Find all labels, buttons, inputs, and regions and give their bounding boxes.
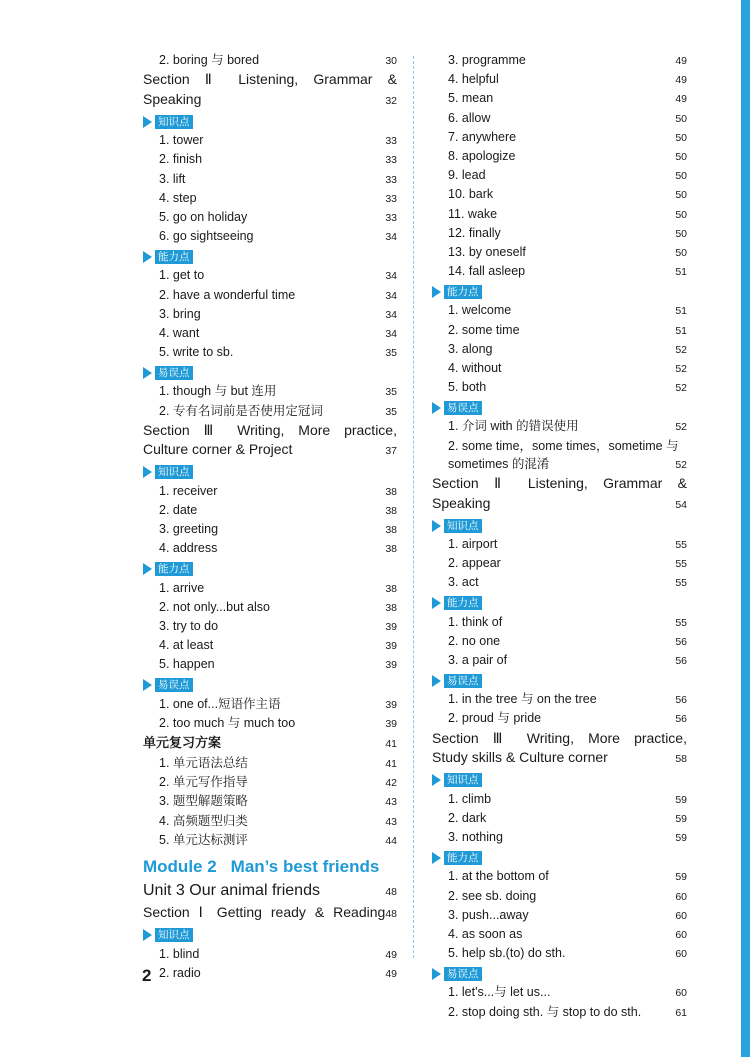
category-tag: [432, 399, 687, 416]
play-triangle-icon: [143, 563, 152, 575]
entry-label: 3. along: [448, 341, 493, 356]
entry-label: 4. helpful: [448, 72, 499, 87]
toc-entry[interactable]: [432, 709, 687, 728]
entry-page: 59: [675, 793, 687, 806]
entry-page: 39: [385, 621, 397, 634]
entry-label: 1. though 与 but 连用: [159, 384, 277, 399]
entry-page: 49: [385, 948, 397, 961]
toc-entry[interactable]: [432, 573, 687, 592]
entry-label: 3. bring: [159, 306, 201, 321]
entry-label: 2. see sb. doing: [448, 888, 537, 903]
section-heading[interactable]: [143, 440, 397, 462]
toc-entry[interactable]: [143, 714, 397, 733]
section-page: 37: [385, 445, 397, 458]
entry-page: 52: [675, 382, 687, 395]
toc-entry[interactable]: [432, 51, 687, 70]
entry-page: 49: [675, 93, 687, 106]
toc-entry[interactable]: [143, 792, 397, 811]
entry-page: 38: [385, 582, 397, 595]
entry-label: 12. finally: [448, 225, 501, 240]
entry-page: 56: [675, 635, 687, 648]
category-tag: [432, 965, 687, 982]
toc-entry[interactable]: [143, 812, 397, 831]
entry-page: 50: [675, 112, 687, 125]
category-tag: [143, 677, 397, 694]
toc-entry[interactable]: [143, 636, 397, 655]
module-heading[interactable]: [143, 854, 397, 880]
toc-entry[interactable]: [432, 535, 687, 554]
toc-entry[interactable]: [432, 185, 687, 204]
entry-page: 59: [675, 812, 687, 825]
section-page: 58: [675, 753, 687, 766]
toc-entry[interactable]: [143, 170, 397, 189]
entry-page: 33: [385, 212, 397, 225]
toc-entry[interactable]: [143, 754, 397, 773]
play-triangle-icon: [143, 929, 152, 941]
entry-label: 5. write to sb.: [159, 345, 234, 360]
category-tag: [432, 283, 687, 300]
toc-entry[interactable]: [143, 655, 397, 674]
toc-entry[interactable]: [432, 455, 687, 474]
toc-entry[interactable]: [432, 887, 687, 906]
section-title: Section Ⅱ Listening, Grammar &: [143, 71, 397, 88]
entry-label: 3. 题型解题策略: [159, 794, 248, 809]
entry-page: 34: [385, 270, 397, 283]
entry-page: 35: [385, 347, 397, 360]
category-tag: [143, 248, 397, 265]
play-triangle-icon: [432, 520, 441, 532]
entry-label: 14. fall asleep: [448, 264, 526, 279]
section-heading[interactable]: [143, 903, 397, 925]
entry-page: 33: [385, 192, 397, 205]
entry-label: 2. boring 与 bored: [159, 53, 260, 67]
toc-entry[interactable]: [143, 324, 397, 343]
entry-page: 35: [385, 386, 397, 399]
entry-page: 49: [675, 74, 687, 87]
unit-heading[interactable]: [143, 880, 397, 903]
category-tag-label: 知识点: [155, 928, 193, 942]
category-tag: [143, 113, 397, 130]
toc-entry[interactable]: [143, 382, 397, 401]
category-tag: [432, 772, 687, 789]
category-tag-label: 易误点: [155, 366, 193, 380]
play-triangle-icon: [432, 774, 441, 786]
toc-entry[interactable]: [432, 128, 687, 147]
entry-label: 2. radio: [159, 965, 201, 980]
chapter-heading[interactable]: [143, 733, 397, 754]
entry-page: 49: [385, 967, 397, 980]
play-triangle-icon: [432, 402, 441, 414]
unit-title: Unit 3 Our animal friends: [143, 882, 320, 900]
category-tag-label: 能力点: [155, 562, 193, 576]
entry-page: 42: [385, 777, 397, 790]
toc-entry[interactable]: [432, 417, 687, 436]
entry-page: 50: [675, 247, 687, 260]
section-heading[interactable]: [432, 474, 687, 494]
toc-entry[interactable]: [432, 224, 687, 243]
play-triangle-icon: [432, 286, 441, 298]
entry-page: 55: [675, 616, 687, 629]
play-triangle-icon: [432, 597, 441, 609]
entry-label: 2. appear: [448, 556, 501, 571]
entry-label: 1. arrive: [159, 580, 205, 595]
entry-page: 39: [385, 659, 397, 672]
entry-page: 33: [385, 154, 397, 167]
right-edge-bar: [741, 0, 750, 1057]
entry-label: 5. happen: [159, 657, 215, 672]
toc-entry[interactable]: [432, 867, 687, 886]
toc-entry[interactable]: [143, 695, 397, 714]
toc-entry[interactable]: [432, 690, 687, 709]
category-tag: [143, 927, 397, 944]
entry-label: 1. airport: [448, 537, 498, 552]
toc-entry[interactable]: [143, 831, 397, 850]
entry-page: 52: [675, 363, 687, 376]
page-number: 2: [142, 966, 152, 985]
entry-label: 1. tower: [159, 133, 204, 148]
entry-label: 4. without: [448, 361, 502, 376]
entry-label: 3. greeting: [159, 522, 219, 537]
entry-label: 5. help sb.(to) do sth.: [448, 946, 566, 961]
entry-label: 13. by oneself: [448, 245, 526, 260]
toc-entry[interactable]: [143, 482, 397, 501]
play-triangle-icon: [432, 968, 441, 980]
column-divider: [413, 56, 414, 958]
entry-page: 51: [675, 305, 687, 318]
entry-page: 61: [675, 1006, 687, 1019]
entry-page: 56: [675, 713, 687, 726]
entry-page: 60: [675, 928, 687, 941]
entry-page: 30: [385, 55, 397, 67]
entry-page: 34: [385, 328, 397, 341]
entry-page: 50: [675, 170, 687, 183]
unit-page: 48: [385, 886, 397, 899]
entry-label: 1. climb: [448, 791, 492, 806]
toc-entry[interactable]: [143, 51, 397, 70]
toc-entry[interactable]: [432, 790, 687, 809]
category-tag: [432, 672, 687, 689]
category-tag: [143, 561, 397, 578]
entry-label: 1. 单元语法总结: [159, 756, 248, 771]
entry-label: 1. receiver: [159, 483, 218, 498]
section-heading[interactable]: [432, 494, 687, 516]
toc-entry[interactable]: [143, 773, 397, 792]
module-number: Module 2: [143, 857, 217, 877]
toc-entry[interactable]: [432, 554, 687, 573]
play-triangle-icon: [143, 679, 152, 691]
category-tag-label: 易误点: [155, 678, 193, 692]
toc-entry[interactable]: [143, 305, 397, 324]
category-tag-label: 易误点: [444, 401, 482, 415]
entry-label: 1. in the tree 与 on the tree: [448, 692, 597, 707]
entry-label: 9. lead: [448, 168, 486, 183]
play-triangle-icon: [143, 251, 152, 263]
toc-right-column: [432, 51, 687, 1022]
chapter-title: 单元复习方案: [143, 735, 222, 751]
entry-page: 34: [385, 231, 397, 244]
entry-label: 3. lift: [159, 171, 186, 186]
entry-label: 4. want: [159, 326, 200, 341]
entry-page: 38: [385, 524, 397, 537]
entry-page: 39: [385, 698, 397, 711]
toc-entry[interactable]: [432, 632, 687, 651]
entry-page: 43: [385, 815, 397, 828]
play-triangle-icon: [432, 675, 441, 687]
entry-page: 59: [675, 871, 687, 884]
category-tag-label: 知识点: [155, 115, 193, 129]
entry-label: 8. apologize: [448, 149, 516, 164]
entry-page: 51: [675, 266, 687, 279]
entry-label: 2. finish: [159, 152, 203, 167]
toc-entry[interactable]: [143, 402, 397, 421]
toc-entry[interactable]: [143, 227, 397, 246]
toc-entry[interactable]: [143, 945, 397, 964]
entry-page: 50: [675, 227, 687, 240]
entry-page: 38: [385, 505, 397, 518]
toc-entry[interactable]: [143, 539, 397, 558]
entry-page: 52: [675, 421, 687, 434]
toc-entry[interactable]: [432, 378, 687, 397]
entry-page: 35: [385, 405, 397, 418]
toc-entry[interactable]: [432, 89, 687, 108]
toc-entry[interactable]: [143, 131, 397, 150]
category-tag-label: 能力点: [444, 851, 482, 865]
entry-label: 6. allow: [448, 110, 491, 125]
entry-page: 39: [385, 640, 397, 653]
entry-page: 43: [385, 796, 397, 809]
toc-entry[interactable]: [143, 598, 397, 617]
section-heading[interactable]: [143, 90, 397, 112]
toc-entry[interactable]: [143, 617, 397, 636]
entry-label: 3. push...away: [448, 907, 529, 922]
entry-page: 38: [385, 485, 397, 498]
entry-label: 1. at the bottom of: [448, 869, 549, 884]
section-title: Section Ⅰ Getting ready & Reading: [143, 904, 386, 921]
entry-label: 3. act: [448, 575, 479, 590]
category-tag-label: 能力点: [444, 285, 482, 299]
entry-label: 11. wake: [448, 206, 498, 221]
section-title: Section Ⅲ Writing, More practice,: [432, 729, 687, 746]
category-tag-label: 知识点: [155, 465, 193, 479]
toc-entry[interactable]: [432, 437, 687, 455]
section-title: Section Ⅲ Writing, More practice,: [143, 421, 397, 438]
toc-entry[interactable]: [432, 613, 687, 632]
entry-label: 1. get to: [159, 268, 205, 283]
entry-page: 49: [675, 55, 687, 67]
category-tag: [143, 464, 397, 481]
entry-page: 38: [385, 601, 397, 614]
entry-label: 4. as soon as: [448, 926, 523, 941]
entry-page: 60: [675, 987, 687, 1000]
toc-entry[interactable]: [432, 925, 687, 944]
section-title: Section Ⅱ Listening, Grammar &: [432, 475, 687, 492]
entry-page: 56: [675, 655, 687, 668]
section-page: 48: [385, 908, 397, 921]
entry-page: 41: [385, 758, 397, 771]
entry-page: 44: [385, 834, 397, 847]
entry-label: 2. 专有名词前是否使用定冠词: [159, 403, 323, 418]
entry-label: 3. try to do: [159, 619, 219, 634]
section-heading[interactable]: [143, 70, 397, 90]
section-title: Speaking: [143, 90, 202, 107]
module-title: Man’s best friends: [230, 857, 380, 877]
section-page: 54: [675, 498, 687, 511]
toc-entry[interactable]: [432, 147, 687, 166]
toc-entry[interactable]: [432, 1003, 687, 1022]
entry-label: sometimes 的混淆: [448, 456, 550, 471]
toc-entry[interactable]: [432, 340, 687, 359]
entry-page: 38: [385, 543, 397, 556]
entry-label: 2. no one: [448, 633, 501, 648]
entry-label: 10. bark: [448, 187, 494, 202]
toc-entry[interactable]: [432, 359, 687, 378]
category-tag-label: 知识点: [444, 773, 482, 787]
category-tag-label: 知识点: [444, 519, 482, 533]
entry-page: 52: [675, 458, 687, 471]
entry-page: 55: [675, 577, 687, 590]
entry-page: 50: [675, 208, 687, 221]
toc-entry[interactable]: [143, 208, 397, 227]
toc-entry[interactable]: [432, 944, 687, 963]
toc-entry[interactable]: [432, 828, 687, 847]
toc-entry[interactable]: [432, 109, 687, 128]
entry-page: 33: [385, 135, 397, 148]
entry-label: 2. proud 与 pride: [448, 711, 542, 726]
entry-label: 1. let's...与 let us...: [448, 985, 551, 1000]
toc-entry[interactable]: [432, 983, 687, 1002]
entry-label: 2. stop doing sth. 与 stop to do sth.: [448, 1004, 642, 1019]
entry-page: 39: [385, 717, 397, 730]
category-tag: [143, 364, 397, 381]
section-page: 32: [385, 94, 397, 107]
toc-entry[interactable]: [432, 243, 687, 262]
chapter-page: 41: [385, 738, 397, 751]
entry-label: 1. one of...短语作主语: [159, 696, 281, 711]
toc-entry[interactable]: [143, 266, 397, 285]
entry-label: 4. step: [159, 190, 197, 205]
entry-page: 60: [675, 948, 687, 961]
toc-entry[interactable]: [432, 262, 687, 281]
toc-entry[interactable]: [432, 809, 687, 828]
entry-page: 50: [675, 131, 687, 144]
entry-label: 1. blind: [159, 946, 200, 961]
entry-page: 59: [675, 832, 687, 845]
entry-label: 3. a pair of: [448, 653, 508, 668]
category-tag: [432, 849, 687, 866]
entry-label: 5. go on holiday: [159, 210, 248, 225]
entry-label: 2. too much 与 much too: [159, 715, 296, 730]
entry-label: 1. 介词 with 的错误使用: [448, 419, 579, 434]
category-tag-label: 能力点: [444, 596, 482, 610]
entry-page: 33: [385, 173, 397, 186]
entry-label: 3. nothing: [448, 830, 503, 845]
toc-entry[interactable]: [432, 301, 687, 320]
entry-page: 50: [675, 189, 687, 202]
category-tag: [432, 517, 687, 534]
section-heading[interactable]: [143, 421, 397, 441]
section-title: Speaking: [432, 494, 491, 511]
category-tag-label: 易误点: [444, 674, 482, 688]
toc-entry[interactable]: [143, 579, 397, 598]
toc-entry[interactable]: [143, 520, 397, 539]
entry-page: 55: [675, 558, 687, 571]
entry-label: 5. both: [448, 380, 487, 395]
toc-entry[interactable]: [143, 964, 397, 983]
play-triangle-icon: [143, 367, 152, 379]
entry-label: 2. 单元写作指导: [159, 775, 248, 790]
entry-label: 4. at least: [159, 638, 214, 653]
toc-entry[interactable]: [432, 166, 687, 185]
section-heading[interactable]: [432, 729, 687, 749]
category-tag: [432, 595, 687, 612]
entry-page: 56: [675, 694, 687, 707]
entry-label: 6. go sightseeing: [159, 229, 254, 244]
entry-label: 2. some time，some times，sometime 与: [448, 438, 679, 453]
entry-label: 5. mean: [448, 91, 494, 106]
toc-entry[interactable]: [432, 205, 687, 224]
entry-label: 3. programme: [448, 53, 526, 67]
entry-page: 34: [385, 308, 397, 321]
category-tag-label: 能力点: [155, 250, 193, 264]
toc-entry[interactable]: [432, 906, 687, 925]
entry-label: 7. anywhere: [448, 129, 517, 144]
toc-entry[interactable]: [432, 321, 687, 340]
play-triangle-icon: [143, 466, 152, 478]
entry-page: 51: [675, 324, 687, 337]
entry-page: 60: [675, 890, 687, 903]
section-title: Study skills & Culture corner: [432, 749, 608, 766]
entry-page: 34: [385, 289, 397, 302]
section-heading[interactable]: [432, 748, 687, 770]
entry-label: 2. some time: [448, 322, 520, 337]
entry-label: 1. think of: [448, 614, 503, 629]
toc-entry[interactable]: [143, 286, 397, 305]
entry-page: 52: [675, 343, 687, 356]
toc-left-column: [143, 51, 397, 983]
entry-label: 2. not only...but also: [159, 599, 270, 614]
entry-label: 1. welcome: [448, 303, 512, 318]
entry-page: 55: [675, 539, 687, 552]
entry-label: 4. address: [159, 541, 218, 556]
entry-label: 2. dark: [448, 810, 487, 825]
toc-entry[interactable]: [432, 70, 687, 89]
play-triangle-icon: [143, 116, 152, 128]
entry-label: 2. date: [159, 503, 198, 518]
toc-entry[interactable]: [143, 150, 397, 169]
entry-label: 5. 单元达标测评: [159, 832, 248, 847]
entry-label: 4. 高频题型归类: [159, 813, 248, 828]
toc-entry[interactable]: [432, 651, 687, 670]
entry-page: 60: [675, 909, 687, 922]
entry-label: 2. have a wonderful time: [159, 287, 296, 302]
section-title: Culture corner & Project: [143, 441, 293, 458]
toc-entry[interactable]: [143, 189, 397, 208]
entry-page: 50: [675, 151, 687, 164]
play-triangle-icon: [432, 852, 441, 864]
category-tag-label: 易误点: [444, 967, 482, 981]
toc-entry[interactable]: [143, 343, 397, 362]
toc-entry[interactable]: [143, 501, 397, 520]
